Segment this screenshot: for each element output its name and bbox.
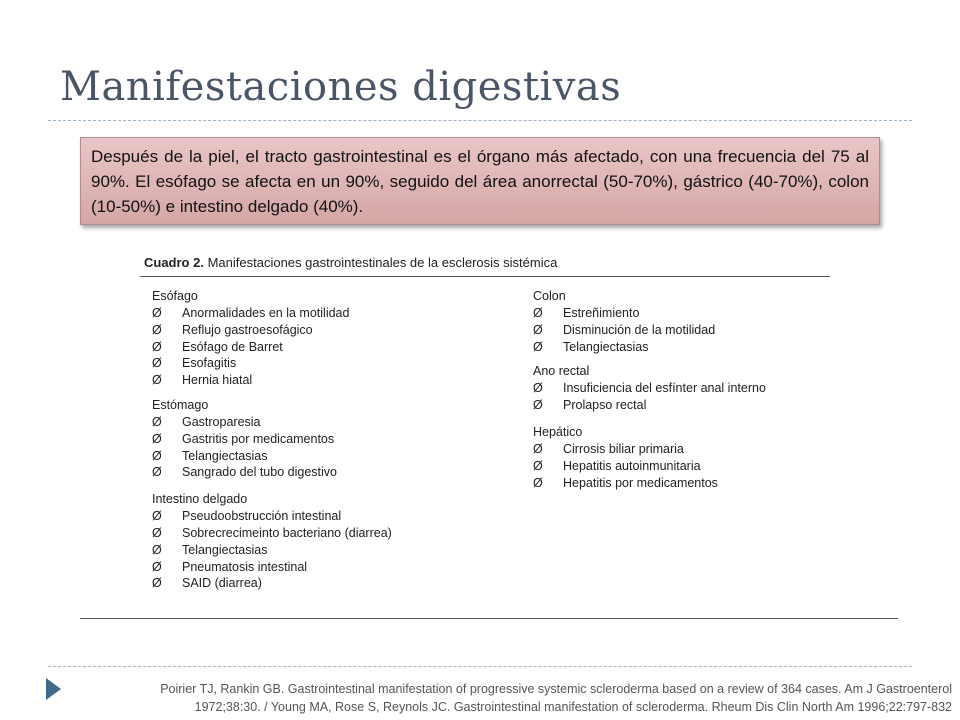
reference-line-2: 1972;38:30. / Young MA, Rose S, Reynols JC. Gastrointestinal manifestation of scleroderma. Rheum Dis Clin North Am 1996;22:797-832 [194,700,952,714]
list-item-text: Disminución de la motilidad [563,322,716,337]
list-item [152,355,482,372]
section-gap [152,481,482,491]
list-item [152,431,482,448]
list-item-text: Hepatitis autoinmunitaria [563,458,701,473]
section-title: Colon [533,289,566,303]
list-item [152,322,482,339]
list-item-text: Anormalidades en la motilidad [182,306,350,320]
list-item [152,542,482,559]
bullet-symbol: Ø [152,465,162,480]
bullet-symbol: Ø [533,475,543,490]
list-item-text: Esófago de Barret [182,339,283,354]
list-item [152,559,482,576]
arrow-bullet-icon [46,678,61,700]
bullet-symbol: Ø [152,559,162,574]
list-item-text: Reflujo gastroesofágico [182,322,313,337]
bullet-symbol: Ø [152,431,162,446]
list-item-text: Gastroparesia [182,414,261,429]
list-item [533,380,863,397]
list-item-text: SAID (diarrea) [182,576,262,591]
list-item-text: Hernia hiatal [182,373,253,388]
table-section [533,288,863,355]
bullet-symbol: Ø [533,398,543,413]
bullet-symbol: Ø [152,448,162,463]
title-divider [48,120,912,121]
section-title: Intestino delgado [152,492,248,507]
table-section [152,397,482,481]
bullet-symbol: Ø [152,339,162,354]
table-section [533,363,863,414]
list-item [152,575,482,592]
slide-title: Manifestaciones digestivas [60,64,622,110]
list-item [152,448,482,465]
list-item-text: Pneumatosis intestinal [182,559,308,574]
list-item [152,305,482,322]
footer-references [100,680,952,716]
bullet-symbol: Ø [533,441,543,456]
bullet-symbol: Ø [533,339,543,354]
list-item-text: Esofagitis [182,356,237,371]
table-section [152,491,482,592]
bullet-symbol: Ø [533,458,543,473]
list-item [533,458,863,475]
table-section [533,424,863,491]
list-item-text: Estreñimiento [563,306,640,320]
section-gap [533,414,863,424]
list-item-text: Telangiectasias [182,448,268,463]
list-item [533,322,863,339]
table-bottom-rule [80,618,898,619]
table-left-column [152,288,482,592]
table-caption [144,255,557,270]
table-caption-text: Manifestaciones gastrointestinales de la esclerosis sistémica [207,255,558,270]
bullet-symbol: Ø [152,356,162,371]
list-item-text: Prolapso rectal [563,398,647,413]
list-item-text: Gastritis por medicamentos [182,431,335,446]
list-item-text: Sangrado del tubo digestivo [182,465,337,480]
section-gap [152,389,482,397]
section-title: Hepático [533,424,583,439]
table-right-column [533,288,863,491]
list-item-text: Cirrosis biliar primaria [563,441,684,456]
list-item-text: Insuficiencia del esfínter anal interno [563,381,766,396]
bullet-symbol: Ø [152,509,162,524]
list-item-text: Telangiectasias [182,542,268,557]
list-item [152,339,482,356]
list-item [533,397,863,414]
section-title: Ano rectal [533,364,590,379]
list-item [533,441,863,458]
bullet-symbol: Ø [533,306,543,320]
bullet-symbol: Ø [152,576,162,591]
summary-box: Después de la piel, el tracto gastrointestinal es el órgano más afectado, con una frecuencia del 75 al 90%. El esófago se afecta en un 90%, seguido del área anorrectal (50-70%), gástrico (40-70%), colon (10-50%) e intestino delgado (40%). [80,137,880,225]
list-item [533,305,863,322]
bullet-symbol: Ø [152,414,162,429]
list-item [152,464,482,481]
list-item [533,339,863,356]
footer-divider [48,666,912,667]
section-title: Estómago [152,397,209,412]
bullet-symbol: Ø [152,322,162,337]
section-title: Esófago [152,289,198,303]
bullet-symbol: Ø [533,322,543,337]
list-item [533,475,863,492]
list-item-text: Sobrecrecimeinto bacteriano (diarrea) [182,525,392,540]
list-item [152,414,482,431]
list-item [152,372,482,389]
table-label: Cuadro 2. [144,255,204,270]
section-gap [533,355,863,363]
bullet-symbol: Ø [152,373,162,388]
bullet-symbol: Ø [533,381,543,396]
table-figure [80,240,900,620]
bullet-symbol: Ø [152,306,162,320]
bullet-symbol: Ø [152,525,162,540]
reference-line-1: Poirier TJ, Rankin GB. Gastrointestinal manifestation of progressive systemic scleroderma based on a review of 364 cases. Am J Gastroenterol [160,682,952,696]
list-item-text: Telangiectasias [563,339,649,354]
bullet-symbol: Ø [152,542,162,557]
list-item-text: Hepatitis por medicamentos [563,475,718,490]
list-item [152,525,482,542]
table-section [152,288,482,389]
list-item [152,508,482,525]
list-item-text: Pseudoobstrucción intestinal [182,509,342,524]
table-top-rule [140,276,830,277]
